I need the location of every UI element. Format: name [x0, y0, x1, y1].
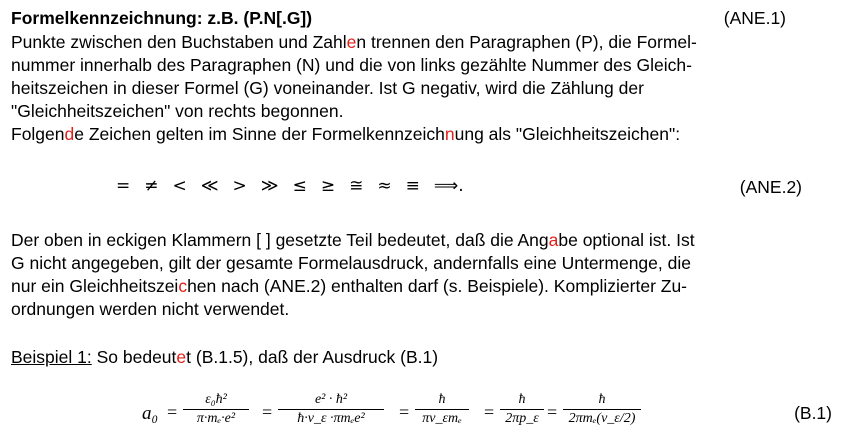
symbols-tag: (ANE.2): [739, 177, 802, 197]
symbol: ⟹.: [433, 176, 464, 196]
para2-line3: [11, 275, 687, 297]
fraction-bar: [500, 409, 544, 410]
text: be optional ist. Ist: [558, 230, 695, 250]
denominator: 2πp_ε: [505, 411, 539, 426]
fraction-bar: [183, 409, 249, 410]
para1-line4: "Gleichheitszeichen" von rechts begonnen.: [11, 101, 344, 121]
red-letter: n: [444, 124, 455, 144]
denominator: π·mₑ·e²: [196, 411, 236, 426]
para2-line1: [11, 229, 695, 251]
formula-equals: =: [262, 402, 273, 422]
text: n trennen den Paragraphen (P), die Formel-: [356, 32, 697, 52]
fraction-4: [500, 392, 544, 427]
fraction-3: [415, 392, 469, 427]
symbol: ≡: [405, 176, 420, 196]
text: t (B.1.5), daß der Ausdruck (B.1): [186, 347, 439, 367]
text: Der oben in eckigen Klammern [ ] gesetzte Teil bedeutet, daß die Ang: [11, 230, 549, 250]
symbol: ≫: [260, 176, 279, 196]
example-label: Beispiel 1:: [11, 347, 92, 367]
denominator: 2πmₑ(v_ε/2): [568, 411, 636, 426]
text: nur ein Gleichheitszei: [11, 276, 179, 296]
para1-line2: nummer innerhalb des Paragraphen (N) und die von links gezählte Nummer des Gleich-: [11, 55, 692, 75]
formula-equals: =: [547, 402, 558, 422]
text: Folgen: [11, 124, 65, 144]
symbol: ≪: [200, 176, 219, 196]
heading-tag: (ANE.1): [723, 8, 786, 28]
formula-equals: =: [167, 402, 178, 422]
equality-symbols: [116, 176, 478, 196]
symbol: ≈: [377, 176, 392, 196]
para2-line2: G nicht angegeben, gilt der gesamte Formelausdruck, andernfalls eine Untermenge, die: [11, 253, 691, 273]
numerator: ħ: [598, 392, 606, 407]
symbol: ≅: [349, 176, 364, 196]
para1-line3: heitszeichen in dieser Formel (G) voneinander. Ist G negativ, wird die Zählung der: [11, 78, 644, 98]
symbol: =: [116, 176, 131, 196]
symbol: ≤: [292, 176, 307, 196]
text: Punkte zwischen den Buchstaben und Zahl: [11, 32, 347, 52]
formula-equals: =: [399, 402, 410, 422]
symbol: <: [172, 176, 187, 196]
numerator: e² · ħ²: [314, 392, 348, 407]
formula-lhs: a₀: [142, 403, 159, 424]
red-letter: d: [64, 124, 75, 144]
formula-tag: (B.1): [794, 403, 832, 423]
text: So bedeut: [91, 347, 177, 367]
numerator: ħ: [518, 392, 526, 407]
fraction-bar: [415, 409, 469, 410]
denominator: πv_εmₑ: [422, 411, 462, 426]
red-letter: a: [548, 230, 559, 250]
example-line: [11, 346, 438, 368]
fraction-bar: [278, 409, 384, 410]
text: ung als "Gleichheitszeichen":: [454, 124, 681, 144]
red-letter: c: [178, 276, 188, 296]
fraction-1: [183, 392, 249, 427]
symbol: ≠: [144, 176, 159, 196]
heading-title: Formelkennzeichnung: z.B. (P.N[.G]): [11, 8, 313, 28]
text: e Zeichen gelten im Sinne der Formelkennzeich: [74, 124, 445, 144]
para1-line1: [11, 31, 697, 53]
fraction-2: [278, 392, 384, 427]
text: hen nach (ANE.2) enthalten darf (s. Beispiele). Komplizierter Zu-: [187, 276, 688, 296]
denominator: ħ·v_ε ·πmₑe²: [297, 411, 365, 426]
fraction-bar: [563, 409, 641, 410]
numerator: ħ: [438, 392, 446, 407]
para2-line4: ordnungen werden nicht verwendet.: [11, 299, 290, 319]
numerator: ε₀ħ²: [205, 392, 227, 407]
fraction-5: [563, 392, 641, 427]
red-letter: e: [346, 32, 357, 52]
formula-equals: =: [484, 402, 495, 422]
symbol: ≥: [320, 176, 336, 196]
red-letter: e: [176, 347, 187, 367]
para1-line5: [11, 123, 680, 145]
symbol: >: [232, 176, 247, 196]
